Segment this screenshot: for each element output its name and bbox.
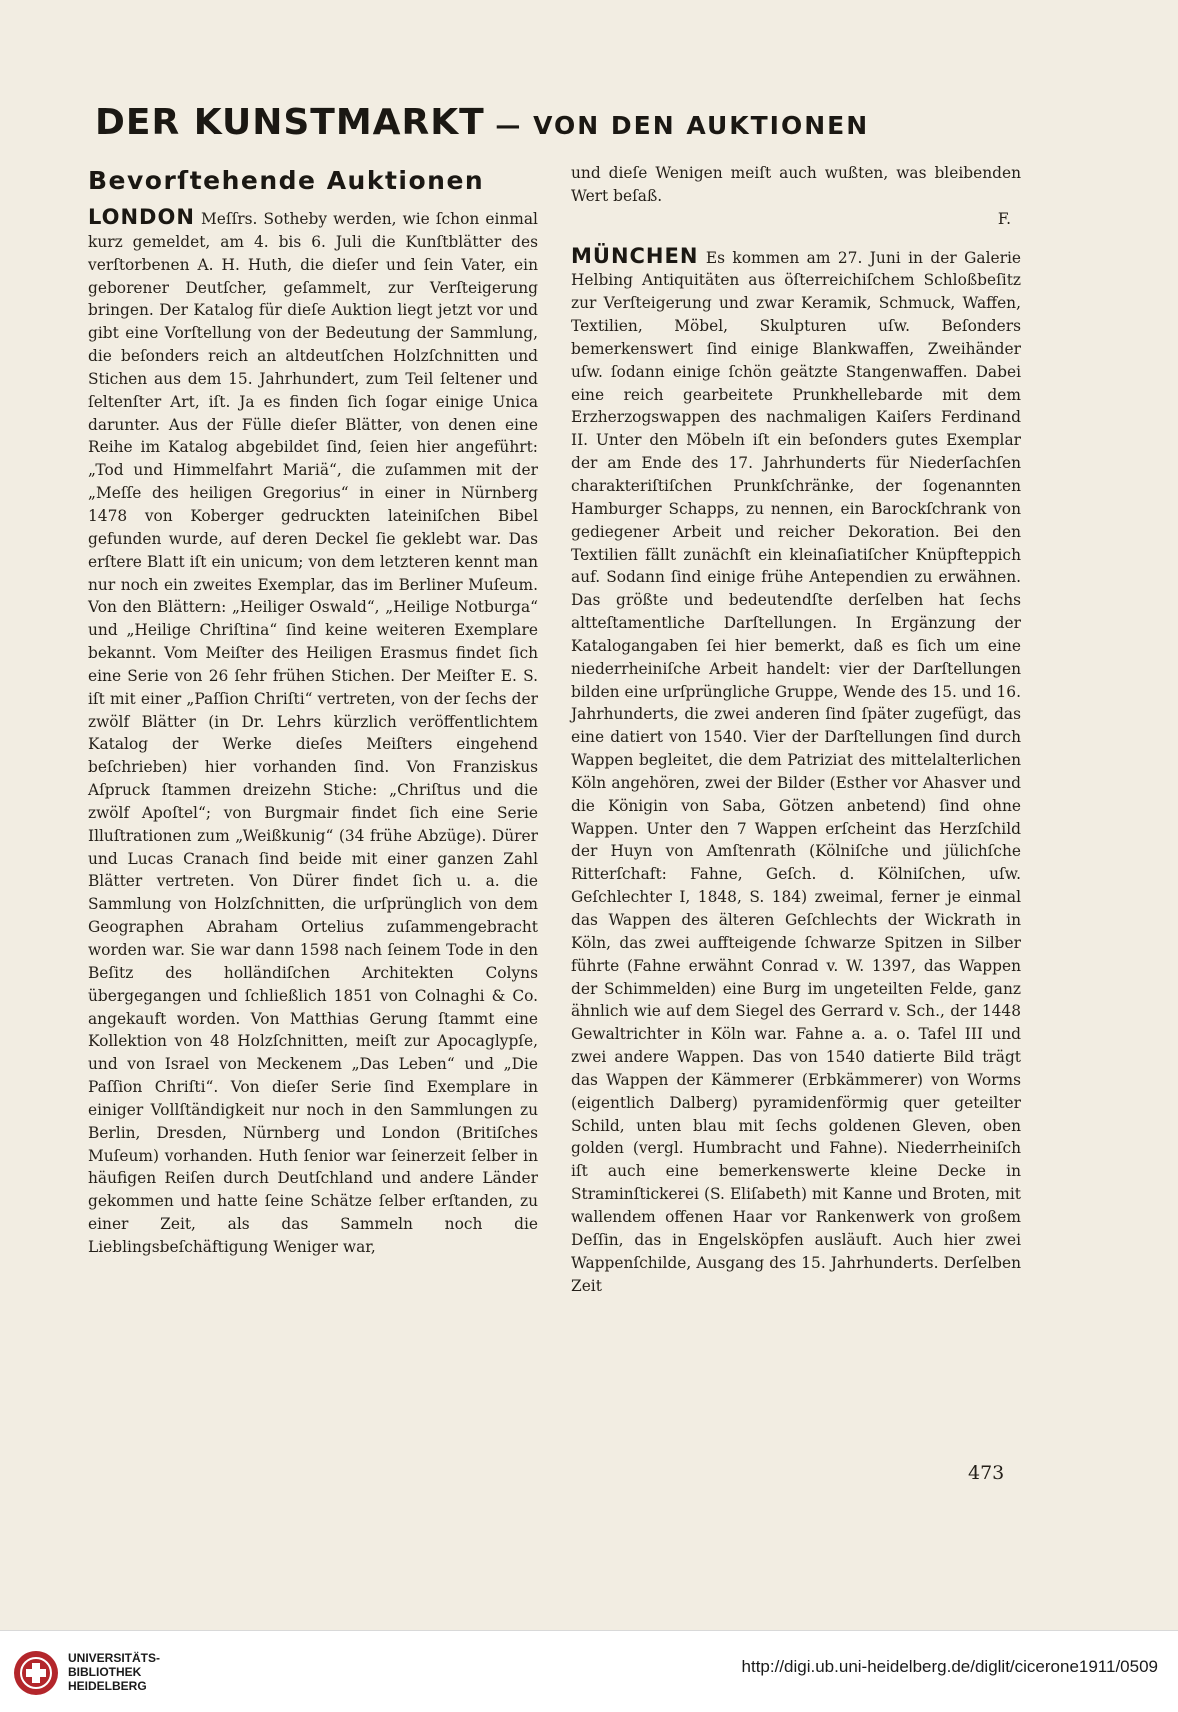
headline-main: DER KUNSTMARKT xyxy=(95,102,485,143)
city-heading-london: LONDON xyxy=(88,205,195,229)
headline-sub: VON DEN AUKTIONEN xyxy=(533,111,870,140)
library-line-1: UNIVERSITÄTS- xyxy=(68,1651,161,1665)
headline-separator: — xyxy=(484,111,534,140)
library-name xyxy=(68,1651,160,1693)
page-headline xyxy=(95,102,1015,143)
university-seal-icon xyxy=(12,1649,60,1697)
library-line-2: BIBLIOTHEK xyxy=(68,1665,142,1679)
section-title: Bevorſtehende Auktionen xyxy=(88,166,485,195)
library-line-3: HEIDELBERG xyxy=(68,1679,147,1693)
left-column xyxy=(88,162,538,1259)
continuation-text: und dieſe Wenigen meiſt auch wußten, was bleibenden Wert beſaß. xyxy=(571,164,1021,205)
munich-paragraph xyxy=(571,245,1021,1298)
munich-text: Es kommen am 27. Juni in der Galerie Helbing Antiquitäten aus öſterreichiſchem Schloßbeſitz zur Verſteigerung und zwar Keramik, Schmuck, Waffen, Textilien, Möbel, Skulpturen uſw. Beſonders bemerkenswert ſind einige Blankwaffen, Zweihänder uſw. ſodann einige ſchön geätzte Stangenwaffen. Dabei eine reich gearbeitete Prunkhellebarde mit dem Erzherzogswappen des nachmaligen Kaiſers Ferdinand II. Unter den Möbeln iſt ein beſonders gutes Exemplar der am Ende des 17. Jahrhunderts für Niederſachſen charakteriſtiſchen Prunkſchränke, der ſogenannten Hamburger Schapps, zu nennen, ein Barockſchrank von gediegener Arbeit und reicher Dekoration. Bei den Textilien fällt zunächſt ein kleinaſiatiſcher Knüpfteppich auf. Sodann ſind einige frühe Antependien zu erwähnen. Das größte und bedeutendſte derſelben hat ſechs altteſtamentliche Darſtellungen. In Ergänzung der Katalogangaben ſei hier bemerkt, daß es ſich um eine niederrheiniſche Arbeit handelt: vier der Darſtellungen bilden eine urſprüngliche Gruppe, Wende des 15. und 16. Jahrhunderts, die zwei anderen ſind ſpäter zugefügt, das eine datiert von 1540. Vier der Darſtellungen ſind durch Wappen begleitet, die dem Patriziat des mittelalterlichen Köln angehören, zwei der Bilder (Esther vor Ahasver und die Königin von Saba, Götzen anbetend) ſind ohne Wappen. Unter den 7 Wappen erſcheint das Herzſchild der Huyn von Amſtenrath (Kölniſche und jülichſche Ritterſchaft: Fahne, Geſch. d. Kölniſchen, uſw. Geſchlechter I, 1848, S. 184) zweimal, ferner je einmal das Wappen des älteren Geſchlechts der Wickrath in Köln, das zwei auffteigende ſchwarze Spitzen in Silber führte (Fahne erwähnt Conrad v. W. 1397, das Wappen der Schimmelden) eine Burg im ungeteilten Felde, ganz ähnlich wie auf dem Siegel des Gerrard v. Sch., der 1448 Gewaltrichter in Köln war. Fahne a. a. o. Tafel III und zwei andere Wappen. Das von 1540 datierte Bild trägt das Wappen der Kämmerer (Erbkämmerer) von Worms (eigentlich Dalberg) pyramidenförmig quer geteilter Schild, unten blau mit ſechs goldenen Gleven, oben golden (vergl. Humbracht und Fahne). Niederrheiniſch iſt auch eine bemerkenswerte kleine Decke in Straminſtickerei (S. Eliſabeth) mit Kanne und Broten, mit wallendem offenen Haar vor Rankenwerk von großem Deſſin, das in Engelsköpfen ausläuft. Auch hier zwei Wappenſchilde, Ausgang des 15. Jahrhunderts. Derſelben Zeit xyxy=(571,248,1021,1295)
london-text: Meſſrs. Sotheby werden, wie ſchon einmal kurz gemeldet, am 4. bis 6. Juli die Kunſtblätter des verſtorbenen A. H. Huth, die dieſer und ſein Vater, ein geborener Deutſcher, geſammelt, zur Verſteigerung bringen. Der Katalog für dieſe Auktion liegt jetzt vor und gibt eine Vorſtellung von der Bedeutung der Sammlung, die beſonders reich an altdeutſchen Holzſchnitten und Stichen aus dem 15. Jahrhundert, zum Teil ſeltener und ſeltenſter Art, iſt. Ja es finden ſich ſogar einige Unica darunter. Aus der Fülle dieſer Blätter, von denen eine Reihe im Katalog abgebildet ſind, ſeien hier angeführt: „Tod und Himmelfahrt Mariä“, die zuſammen mit der „Meſſe des heiligen Gregorius“ in einer in Nürnberg 1478 von Koberger gedruckten lateiniſchen Bibel gefunden wurde, auf deren Deckel ſie geklebt war. Das erſtere Blatt iſt ein unicum; von dem letzteren kennt man nur noch ein zweites Exemplar, das im Berliner Muſeum. Von den Blättern: „Heiliger Oswald“, „Heilige Notburga“ und „Heilige Chriſtina“ ſind keine weiteren Exemplare bekannt. Vom Meiſter des Heiligen Erasmus findet ſich eine Serie von 26 ſehr frühen Stichen. Der Meiſter E. S. iſt mit einer „Paſſion Chriſti“ vertreten, von der ſechs der zwölf Blätter (in Dr. Lehrs kürzlich veröffentlichtem Katalog der Werke dieſes Meiſters eingehend beſchrieben) hier vorhanden ſind. Von Franziskus Aſpruck ſtammen dreizehn Stiche: „Chriſtus und die zwölf Apoſtel“; von Burgmair findet ſich eine Serie Illuſtrationen zum „Weißkunig“ (34 frühe Abzüge). Dürer und Lucas Cranach ſind beide mit einer ganzen Zahl Blätter vertreten. Von Dürer findet ſich u. a. die Sammlung von Holzſchnitten, die urſprünglich von dem Geographen Abraham Ortelius zuſammengebracht worden war. Sie war dann 1598 nach ſeinem Tode in den Beſitz des holländiſchen Architekten Colyns übergegangen und ſchließlich 1851 von Colnaghi & Co. angekauft worden. Von Matthias Gerung ſtammt eine Kollektion von 48 Holzſchnitten, meiſt zur Apocaglypſe, und von Israel von Meckenem „Das Leben“ und „Die Paſſion Chriſti“. Von dieſer Serie ſind Exemplare in einiger Vollſtändigkeit nur noch in den Sammlungen zu Berlin, Dresden, Nürnberg und London (Britiſches Muſeum) vorhanden. Huth ſenior war ſeinerzeit ſelber in häufigen Reiſen durch Deutſchland und andere Länder gekommen und hatte ſeine Schätze ſelber erſtanden, zu einer Zeit, als das Sammeln noch die Lieblingsbeſchäftigung Weniger war, xyxy=(88,210,538,1256)
footer-bar xyxy=(0,1630,1178,1712)
city-heading-munich: MÜNCHEN xyxy=(571,243,699,268)
page-number: 473 xyxy=(968,1462,1005,1484)
source-url-link[interactable]: http://digi.ub.uni-heidelberg.de/diglit/cicerone1911/0509 xyxy=(741,1657,1158,1676)
london-paragraph xyxy=(88,206,538,1259)
author-signature: F. xyxy=(997,209,1011,228)
right-column xyxy=(571,162,1021,1297)
